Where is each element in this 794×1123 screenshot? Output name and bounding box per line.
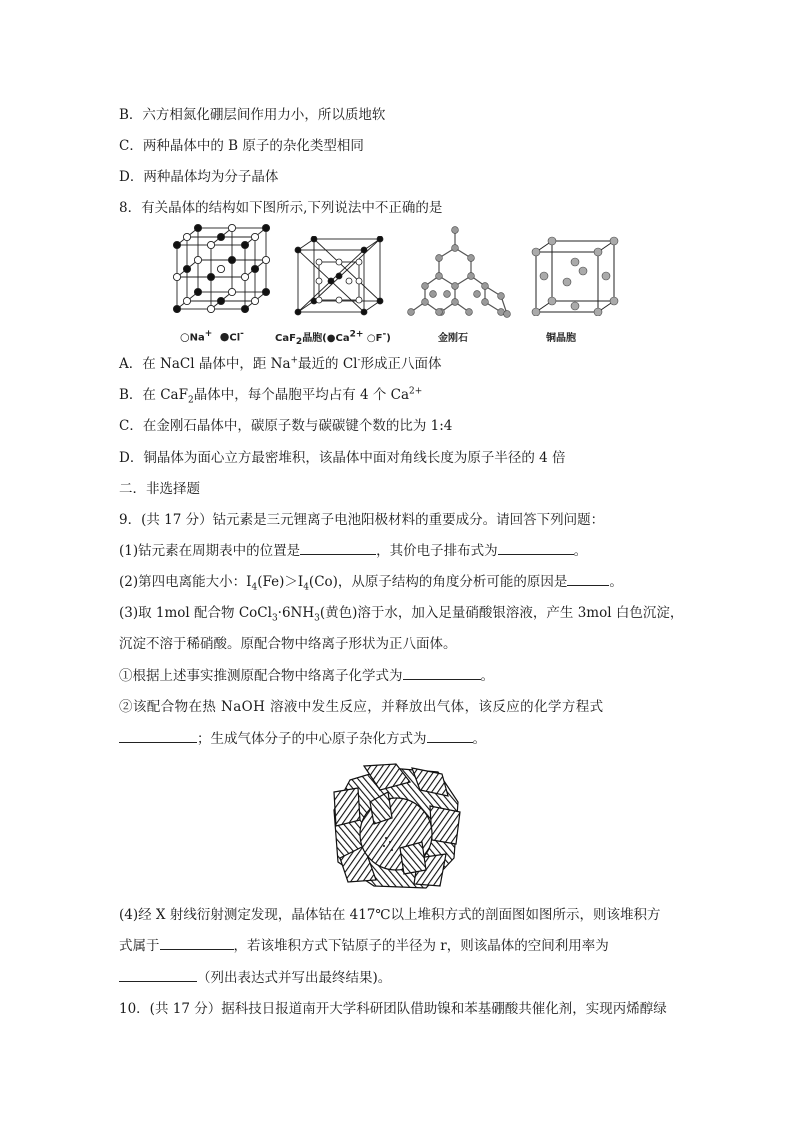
answer-blank[interactable] [119,967,197,982]
question-9-part-3-i: ①根据上述事实推测原配合物中络离子化学式为 。 [119,664,494,684]
option-b-q8: B．在 CaF$_2$晶体中，每个晶胞平均占有 4 个 $Ca^{2+}$ [119,386,423,406]
answer-blank[interactable] [427,728,473,743]
cobalt-stacking-figure [330,762,466,892]
answer-blank[interactable] [403,665,481,680]
caf2-cell-figure [294,236,386,316]
section-heading: 二．非选择题 [119,481,200,497]
question-10: 10．(共 17 分）据科技日报道南开大学科研团队借助镍和苯基硼酸共催化剂，实现丙烯醇绿 [119,1001,667,1017]
option-b-q7: B．六方相氮化硼层间作用力小，所以质地软 [119,107,386,123]
option-c-q7: C．两种晶体中的 B 原子的杂化类型相同 [119,138,364,154]
question-8: 8．有关晶体的结构如下图所示,下列说法中不正确的是 [119,200,443,216]
answer-blank[interactable] [119,728,197,743]
answer-blank[interactable] [160,935,234,950]
option-a-q8: A．在 NaCl 晶体中，距 Na+最近的 Cl-形成正八面体 [119,355,442,372]
question-9-part-4: (4)经 X 射线衍射测定发现，晶体钴在 417℃以上堆积方式的剖面图如图所示，则该堆积方 [119,907,661,923]
copper-caption: 铜晶胞 [546,333,576,344]
option-d-q8: D．铜晶体为面心立方最密堆积，该晶体中面对角线长度为原子半径的 4 倍 [119,450,566,466]
question-9-part-3-ii-cont: ；生成气体分子的中心原子杂化方式为 。 [119,727,486,747]
nacl-legend: ○Na+ ●Cl- [180,329,244,344]
option-d-q7: D．两种晶体均为分子晶体 [119,169,279,185]
option-c-q8: C．在金刚石晶体中，碳原子数与碳碳键个数的比为 1:4 [119,418,453,434]
caf2-legend: CaF$_2$晶胞($●Ca^{2+}$ ○F-) [275,329,391,347]
question-9-part-1: (1)钴元素在周期表中的位置是 ，其价电子排布式为 。 [119,539,587,559]
answer-blank[interactable] [498,540,574,555]
answer-blank[interactable] [300,540,376,555]
question-9: 9．(共 17 分）钴元素是三元锂离子电池阳极材料的重要成分。请回答下列问题： [119,512,605,528]
diamond-structure-figure [403,226,515,320]
question-9-part-4-cont2: （列出表达式并写出最终结果)。 [119,966,391,986]
question-9-part-3-ii: ②该配合物在热 NaOH 溶液中发生反应，并释放出气体，该反应的化学方程式 [119,699,604,715]
nacl-crystal-figure [172,223,272,313]
question-9-part-3: (3)取 1mol 配合物 $CoCl_3\cdot 6NH_3$(黄色)溶于水，加入足量硝酸银溶液，产生 3mol 白色沉淀， [119,605,684,624]
diamond-caption: 金刚石 [438,333,468,344]
question-9-part-2: (2)第四电离能大小：$I_4(Fe)>I_4(Co)$，从原子结构的角度分析可能的原因是 。 [119,570,623,593]
question-9-part-4-cont: 式属于 ，若该堆积方式下钴原子的半径为 r，则该晶体的空间利用率为 [119,934,609,954]
answer-blank[interactable] [567,571,609,586]
question-9-part-3-cont: 沉淀不溶于稀硝酸。原配合物中络离子形状为正八面体。 [119,636,457,652]
copper-cell-figure [528,236,620,316]
